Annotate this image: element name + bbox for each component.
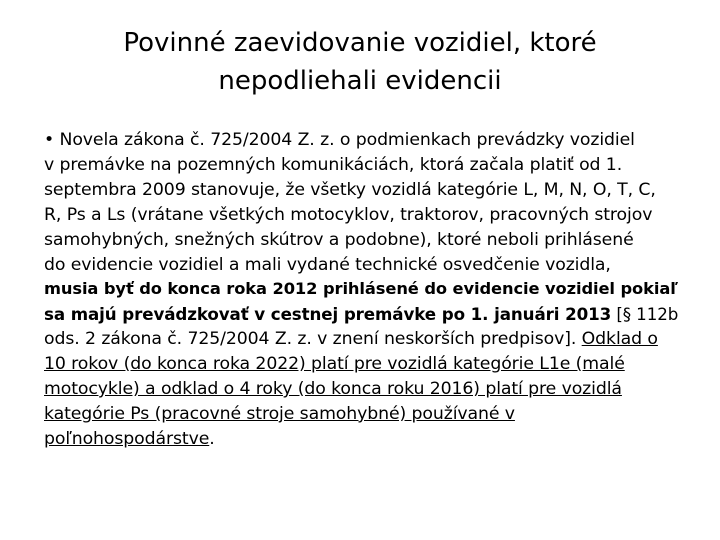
body-line-2: v premávke na pozemných komunikáciách, ktorá začala platiť od 1. xyxy=(44,154,623,175)
body-line-8 xyxy=(44,302,684,327)
body-line-8-bold: sa majú prevádzkovať v cestnej premávke po 1. januári 2013 xyxy=(44,304,612,325)
body-line-5: samohybných, snežných skútrov a podobne), ktoré neboli prihlásené xyxy=(44,229,634,250)
body-line-13-end: . xyxy=(209,428,215,449)
body-line-8-rest: [§ 112b xyxy=(611,304,679,325)
body-line-3: septembra 2009 stanovuje, že všetky vozidlá kategórie L, M, N, O, T, C, xyxy=(44,179,656,200)
body-line-9-underlined: Odklad o xyxy=(581,329,658,350)
body-line-13 xyxy=(44,427,684,452)
body-line-4: R, Ps a Ls (vrátane všetkých motocyklov, traktorov, pracovných strojov xyxy=(44,204,653,225)
bullet-marker: • xyxy=(44,130,60,150)
bullet-paragraph xyxy=(44,128,684,452)
body-line-10-underlined: 10 rokov (do konca roka 2022) platí pre vozidlá kategórie L1e (malé xyxy=(44,354,625,375)
body-line-1 xyxy=(44,128,684,153)
slide-title-line-1: Povinné zaevidovanie vozidiel, ktoré xyxy=(123,28,597,58)
body-line-11-underlined: motocykle) a odklad o 4 roky (do konca roku 2016) platí pre vozidlá xyxy=(44,379,622,400)
body-line-12-underlined: kategórie Ps (pracovné stroje samohybné) používané v xyxy=(44,403,515,424)
body-line-6: do evidencie vozidiel a mali vydané technické osvedčenie vozidla, xyxy=(44,254,611,275)
body-line-9-plain: ods. 2 zákona č. 725/2004 Z. z. v znení neskorších predpisov]. xyxy=(44,329,582,350)
slide-title-line-2: nepodliehali evidencii xyxy=(218,66,502,96)
body-line-13-underlined: poľnohospodárstve xyxy=(44,428,210,449)
body-line-7-bold: musia byť do konca roka 2012 prihlásené do evidencie vozidiel pokiaľ xyxy=(44,279,678,299)
slide-title xyxy=(40,24,680,100)
body-line-9 xyxy=(44,327,684,352)
body-text-1: Novela zákona č. 725/2004 Z. z. o podmienkach prevádzky vozidiel xyxy=(59,130,635,150)
